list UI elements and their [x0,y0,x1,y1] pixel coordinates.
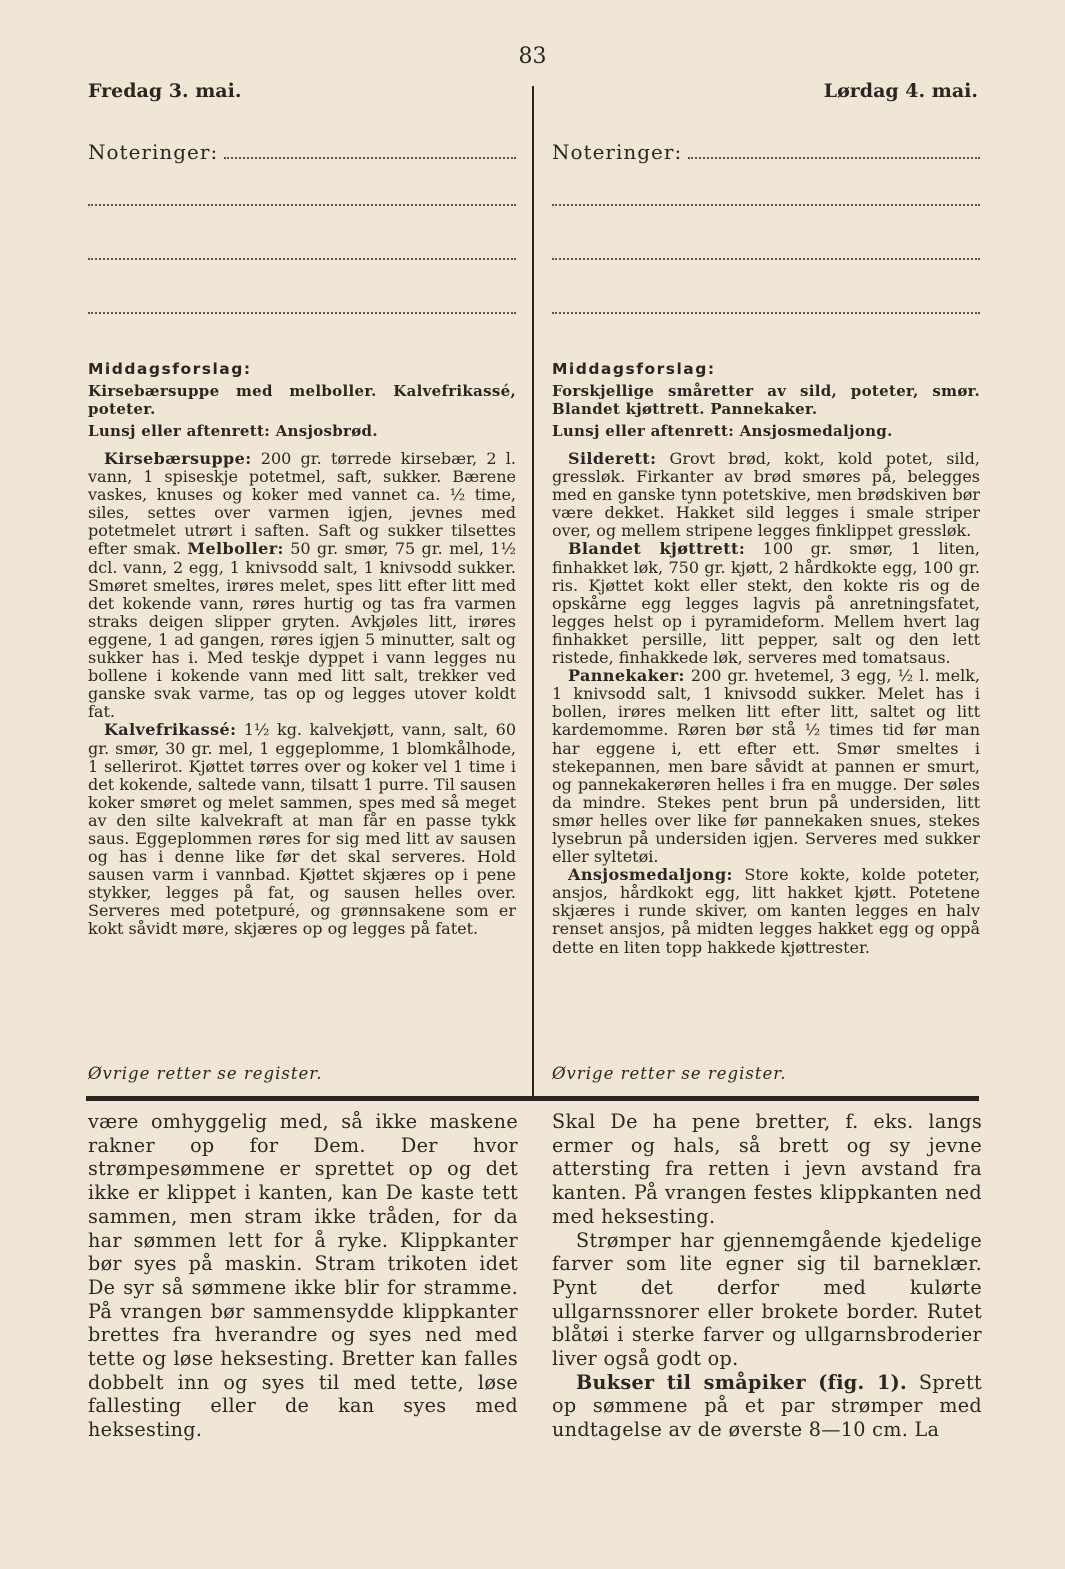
recipe-body: Store kokte, kolde poteter, ansjos, hårdkokt egg, litt hakket kjøtt. Potetene skjæres i runde skiver, om kanten legges en halv renset ansjos, på midten legges hakket egg og oppå dette en liten topp hakkede kjøttrester. [552,865,980,957]
section-title: Bukser til småpiker (fig. 1). [576,1370,907,1394]
paragraph: være omhyggelig med, så ikke maskene rakner op for Dem. Der hvor strømpesømmene er sprettet op og det ikke er klippet i kanten, kan De kaste tett sammen, men stram ikke tråden, for da har sømmen lett for å ryke. Klippkanter bør syes på maskin. Stram trikoten idet De syr så sømmene ikke blir for stramme. På vrangen bør sammensydde klippkanter brettes fra hverandre og syes ned med tette og løse heksesting. Bretter kan falles dobbelt inn og syes til med tette, løse fallesting eller de kan syes med heksesting. [88,1110,518,1442]
page-number: 83 [518,44,547,69]
menu-label: Middagsforslag: [88,360,252,378]
recipe-body: 200 gr. hvetemel, 3 egg, ½ l. melk, 1 knivsodd salt, 1 knivsodd sukker. Melet has i bollen, irøres melken litt efter litt, saltet og litt kardemomme. Røren bør stå ½ times tid før man har eggene i, ett efter ett. Smør smeltes i stekepannen, men bare såvidt at pannen er smurt, og pannekakerøren helles i fra en mugge. Der søles da mindre. Stekes pent brun på undersiden, litt smør helles over like før pannekaken snues, stekes lysebrun på undersiden igjen. Serveres med sukker eller syltetøi. [552,666,980,867]
notes-dotted-line [552,258,980,260]
recipe-title: Silderett: [568,449,657,468]
menu-items: Forskjellige småretter av sild, poteter, smør. Blandet kjøttrett. Pannekaker. [552,382,980,418]
notes-label: Noteringer: [552,140,683,164]
recipe-body: 50 gr. smør, 75 gr. mel, 1½ dcl. vann, 2 egg, 1 knivsodd salt, 1 knivsodd sukker. Smøret smeltes, irøres melet, spes litt efter litt med det kokende vann, røres hurtig og tas fra varmen straks deigen slipper gryten. Avkjøles litt, irøres eggene, 1 ad gangen, røres igjen 5 minutter, salt og sukker has i. Med teskje dyppet i vann legges nu bollene i kokende vann med litt salt, trekker ved ganske svak varme, tas op og legges utover koldt fat. [88,539,516,722]
sewing-text-right [552,1110,982,1442]
notes-dotted-line [88,258,516,260]
notes-dotted-line [688,141,980,159]
recipe-body: 1½ kg. kalvekjøtt, vann, salt, 60 gr. smør, 30 gr. mel, 1 eggeplomme, 1 blomkålhode, 1 sellerirot. Kjøttet tørres over og koker vel 1 time i det kokende, saltede vann, tilsatt 1 purre. Til sausen koker smøret og melet sammen, spes med så meget av den silte kalvekraft at man får en passe tykk saus. Eggeplommen røres for sig med litt av sausen og has i denne like før det skal serveres. Hold sausen varm i vannbad. Kjøttet skjæres op i pene stykker, legges på fat, og sausen helles over. Serveres med potetpuré, og grønnsakene som er kokt såvidt møre, skjæres op og legges på fatet. [88,720,516,939]
notes-dotted-line [552,312,980,314]
lunch-suggestion: Lunsj eller aftenrett: Ansjosbrød. [88,422,378,440]
column-divider [532,86,534,1098]
menu-label: Middagsforslag: [552,360,716,378]
saturday-column [552,140,980,957]
day-heading-friday: Fredag 3. mai. [88,80,242,102]
sewing-text-left [88,1110,518,1442]
notes-dotted-line [88,312,516,314]
day-heading-saturday: Lørdag 4. mai. [823,80,978,102]
lunch-suggestion: Lunsj eller aftenrett: Ansjosmedaljong. [552,422,893,440]
recipe-body: 100 gr. smør, 1 liten, finhakket løk, 750 gr. kjøtt, 2 hårdkokte egg, 100 gr. ris. Kjøttet kokt eller stekt, den kokte ris og de opskårne egg legges lagvis på anretningsfatet, legges helst op i pyramideform. Mellem hvert lag finhakket persille, litt pepper, salt og den lett ristede, finhakkede løk, serveres med tomatsaus. [552,539,980,668]
friday-column [88,140,516,939]
paragraph: Strømper har gjennemgående kjedelige farver som lite egner sig til barneklær. Pynt det derfor med kulørte ullgarnssnorer eller brokete border. Rutet blåtøi i sterke farver og ullgarnsbroderier liver også godt op. [552,1228,982,1371]
recipe-title: Melboller: [187,539,284,559]
paragraph [552,1371,982,1442]
notes-label: Noteringer: [88,140,219,164]
recipe-body: 200 gr. tørrede kirsebær, 2 l. vann, 1 spiseskje potetmel, saft, sukker. Bærene vaskes, knuses og koker med vannet ca. ½ time, siles, settes over varmen igjen, jevnes med potetmelet utrørt i saften. Saft og sukker tilsettes efter smak. [88,449,516,559]
notes-dotted-line [552,204,980,206]
recipe-title: Ansjosmedaljong: [568,865,733,885]
recipe-text [88,450,516,939]
menu-items: Kirsebærsuppe med melboller. Kalvefrikassé, poteter. [88,382,516,418]
notes-dotted-line [224,141,516,159]
recipe-body: Grovt brød, kokt, kold potet, sild, gressløk. Firkanter av brød smøres på, belegges med en ganske tynn potetskive, men brødskiven bør være dekket. Hakket sild legges i smale striper over, og mellem stripene legges finklippet gressløk. [552,449,980,541]
paragraph: Skal De ha pene bretter, f. eks. langs ermer og hals, så brett og sy jevne attersting fra retten i jevn avstand fra kanten. På vrangen festes klippkanten ned med heksesting. [552,1110,982,1228]
horizontal-rule [86,1096,979,1101]
section-body: Sprett op sømmene på et par strømper med undtagelse av de øverste 8—10 cm. La [552,1370,982,1442]
other-recipes-note: Øvrige retter se register. [88,1064,323,1083]
notes-row [88,140,516,170]
recipe-title: Kalvefrikassé: [104,720,237,740]
notes-row [552,140,980,170]
recipe-title: Blandet kjøttrett: [568,539,746,559]
recipe-text [552,450,980,957]
recipe-title: Pannekaker: [568,666,685,686]
other-recipes-note: Øvrige retter se register. [552,1064,787,1083]
notes-dotted-line [88,204,516,206]
recipe-title: Kirsebærsuppe: [104,449,252,468]
